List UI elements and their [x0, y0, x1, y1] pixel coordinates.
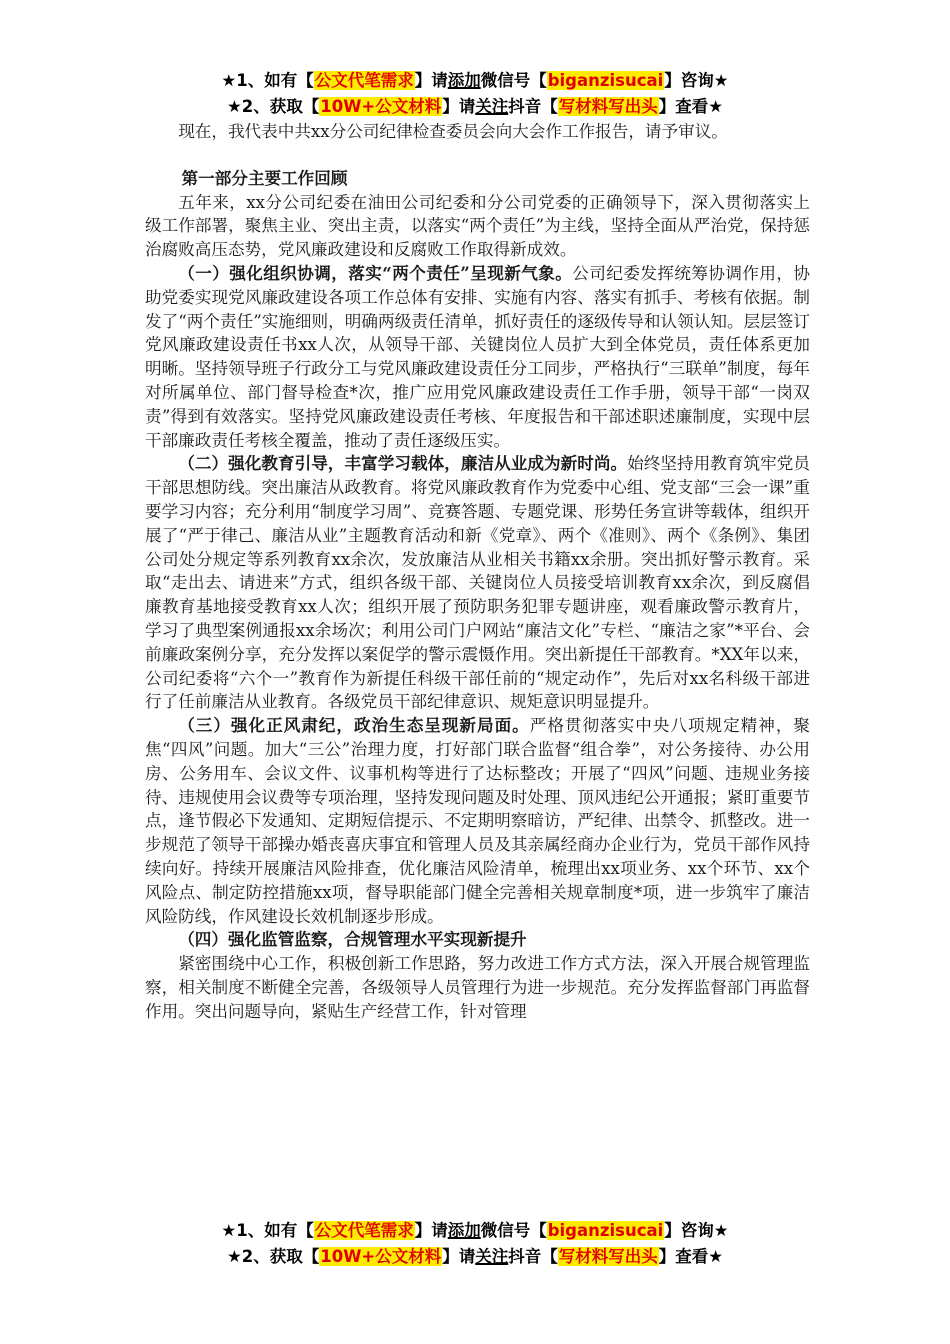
section-2-paragraph [145, 452, 810, 714]
section-1-title: （一）强化组织协调，落实“两个责任”呈现新气象。 [178, 262, 573, 283]
part1-title: 第一部分主要工作回顾 [181, 167, 348, 188]
promo-text: 】咨询★ [664, 71, 729, 90]
section-3-title: （三）强化正风肃纪，政治生态呈现新局面。 [178, 715, 530, 736]
highlight-wechat-id: biganzisucai [547, 1221, 664, 1240]
promo-text: ★1、如有【 [221, 71, 314, 90]
intro-paragraph: 现在，我代表中共xx分公司纪律检查委员会向大会作工作报告，请予审议。 [178, 122, 728, 141]
section-4-title: （四）强化监管监察，合规管理水平实现新提升 [178, 929, 527, 950]
promo-text: 】咨询★ [664, 1221, 729, 1240]
promo-text: 】查看★ [658, 97, 724, 116]
promo-text: 】查看★ [658, 1247, 724, 1266]
highlight-douyin-account: 写材料写出头 [558, 1247, 658, 1266]
section-2-title: （二）强化教育引导，丰富学习载体，廉洁从业成为新时尚。 [178, 453, 628, 474]
section-2-body: 始终坚持用教育筑牢党员干部思想防线。突出廉洁从政教育。将党风廉政教育作为党委中心组、党支部“三会一课”重要学习内容；充分利用“制度学习周”、竞赛答题、专题党课、形势任务宣讲等载体，组织开展了“严于律己、廉洁从业”主题教育活动和新《党章》、两个《准则》、两个《条例》、集团公司处分规定等系列教育xx余次，发放廉洁从业相关书籍xx余册。突出抓好警示教育。采取“走出去、请进来”方式，组织各级干部、关键岗位人员接受培训教育xx余次，到反腐倡廉教育基地接受教育xx人次；组织开展了预防职务犯罪专题讲座，观看廉政警示教育片，学习了典型案例通报xx余场次；利用公司门户网站“廉洁文化”专栏、“廉洁之家”*平台、会前廉政案例分享，充分发挥以案促学的警示震慑作用。突出新提任干部教育。*XX年以来，公司纪委将“六个一”教育作为新提任科级干部任前的“规定动作”，先后对xx名科级干部进行了任前廉洁从业教育。各级党员干部纪律意识、规矩意识明显提升。 [145, 454, 811, 712]
highlight-wechat-id: biganzisucai [547, 71, 664, 90]
section-1-paragraph [145, 262, 810, 452]
promo-text: ★1、如有【 [221, 1221, 314, 1240]
underlined-follow: 关注 [475, 97, 509, 116]
highlight-ghostwriting: 公文代笔需求 [314, 71, 414, 90]
promo-text: 抖音【 [508, 1247, 558, 1266]
promo-text: ★2、获取【 [226, 1247, 320, 1266]
underlined-add: 添加 [447, 71, 481, 90]
promo-text: 微信号【 [480, 1221, 547, 1240]
promo-text: 】请 [414, 71, 448, 90]
promo-line-2 [0, 94, 950, 120]
overview-paragraph: 五年来，xx分公司纪委在油田公司纪委和分公司党委的正确领导下，深入贯彻落实上级工作部署，聚焦主业、突出主责，以落实“两个责任”为主线，坚持全面从严治党，保持惩治腐败高压态势，党风廉政建设和反腐败工作取得新成效。 [145, 192, 810, 260]
section-4-body: 紧密围绕中心工作，积极创新工作思路，努力改进工作方式方法，深入开展合规管理监察，相关制度不断健全完善，各级领导人员管理行为进一步规范。充分发挥监督部门再监督作用。突出问题导向，紧贴生产经营工作，针对管理 [145, 954, 810, 1021]
promo-line-1 [0, 1218, 950, 1244]
promo-text: 】请 [442, 97, 476, 116]
highlight-douyin-account: 写材料写出头 [558, 97, 658, 116]
promo-line-2 [0, 1244, 950, 1270]
promo-text: 】请 [442, 1247, 476, 1266]
underlined-add: 添加 [447, 1221, 481, 1240]
promo-text: ★2、获取【 [226, 97, 320, 116]
promo-text: 】请 [414, 1221, 448, 1240]
promo-text: 抖音【 [508, 97, 558, 116]
highlight-materials: 10W+公文材料 [320, 97, 442, 116]
highlight-materials: 10W+公文材料 [320, 1247, 442, 1266]
highlight-ghostwriting: 公文代笔需求 [314, 1221, 414, 1240]
bottom-promo-banner [0, 1218, 950, 1270]
section-1-body: 公司纪委发挥统筹协调作用，协助党委实现党风廉政建设各项工作总体有安排、实施有内容、落实有抓手、考核有依据。制发了“两个责任”实施细则，明确两级责任清单，抓好责任的逐级传导和认领认知。层层签订党风廉政建设责任书xx人次，从领导干部、关键岗位人员扩大到全体党员，责任体系更加明晰。坚持领导班子行政分工与党风廉政建设责任分工同步，严格执行“三联单”制度，每年对所属单位、部门督导检查*次，推广应用党风廉政建设责任工作手册，领导干部“一岗双责”得到有效落实。坚持党风廉政建设责任考核、年度报告和干部述职述廉制度，实现中层干部廉政责任考核全覆盖，推动了责任逐级压实。 [145, 263, 810, 450]
section-3-body: 严格贯彻落实中央八项规定精神，聚焦“四风”问题。加大“三公”治理力度，打好部门联合监督“组合拳”，对公务接待、办公用房、公务用车、会议文件、议事机构等进行了达标整改；开展了“四风”问题、违规业务接待、违规使用会议费等专项治理，坚持发现问题及时处理、顶风违纪公开通报；紧盯重要节点，逢节假必下发通知、定期短信提示、不定期明察暗访，严纪律、出禁令、抓整改。进一步规范了领导干部操办婚丧喜庆事宜和管理人员及其亲属经商办企业行为，党员干部作风持续向好。持续开展廉洁风险排查，优化廉洁风险清单，梳理出xx项业务、xx个环节、xx个风险点、制定防控措施xx项，督导职能部门健全完善相关规章制度*项，进一步筑牢了廉洁风险防线，作风建设长效机制逐步形成。 [145, 716, 811, 926]
document-body [145, 120, 810, 1023]
top-promo-banner [0, 68, 950, 120]
promo-line-1 [0, 68, 950, 94]
promo-text: 微信号【 [480, 71, 547, 90]
section-3-paragraph [145, 714, 810, 928]
underlined-follow: 关注 [475, 1247, 509, 1266]
